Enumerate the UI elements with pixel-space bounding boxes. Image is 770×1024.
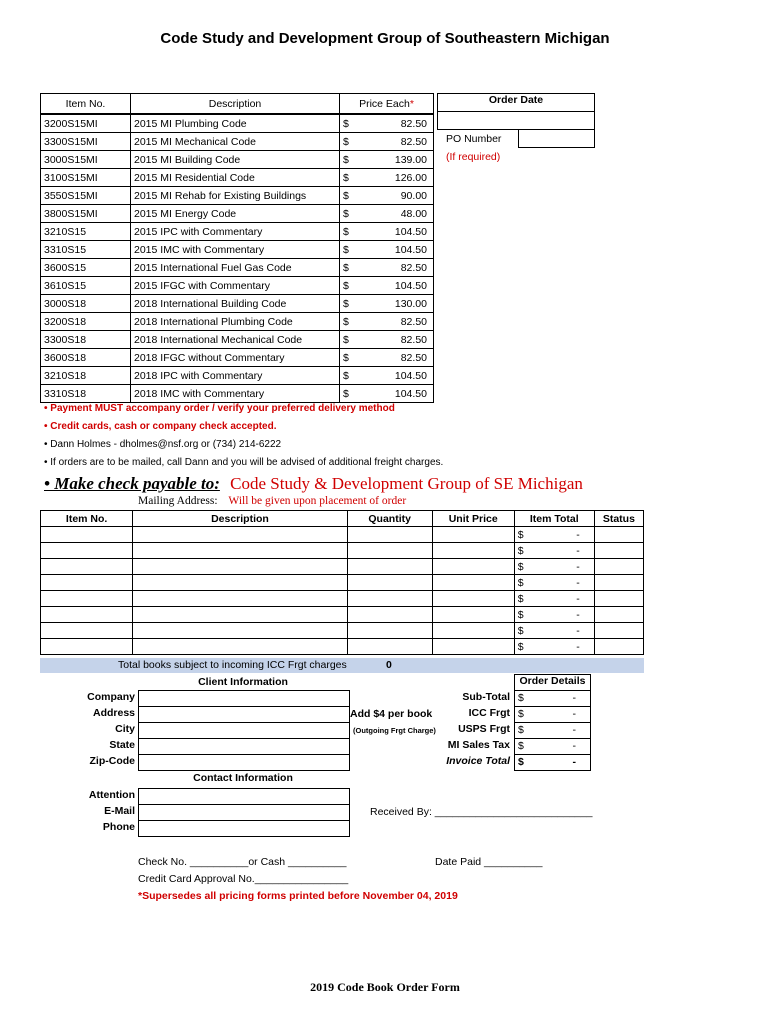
item-description: 2015 MI Rehab for Existing Buildings — [131, 187, 340, 205]
item-price: 104.50 — [368, 367, 434, 385]
order-detail-value: - — [572, 724, 576, 736]
dollar-sign: $ — [517, 576, 524, 589]
check-no-line: Check No. __________or Cash __________ — [138, 856, 347, 868]
bullet-contact: • Dann Holmes - dholmes@nsf.org or (734) 214-6222 — [44, 439, 282, 450]
order-col-description: Description — [133, 511, 347, 527]
order-description-cell[interactable] — [133, 575, 347, 591]
order-unit-price-cell[interactable] — [432, 575, 514, 591]
dollar-sign: $ — [340, 367, 369, 385]
supersedes-note: *Supersedes all pricing forms printed before November 04, 2019 — [138, 890, 458, 902]
mailing-address — [138, 495, 406, 507]
price-row — [41, 151, 434, 169]
client-field-input[interactable] — [138, 722, 350, 739]
price-row — [41, 313, 434, 331]
dollar-sign: $ — [517, 624, 524, 637]
item-no: 3300S15MI — [41, 133, 131, 151]
client-field-input[interactable] — [138, 754, 350, 771]
contact-field-input[interactable] — [138, 820, 350, 837]
order-date-label: Order Date — [488, 94, 544, 106]
mailing-value: Will be given upon placement of order — [228, 495, 407, 507]
item-total-value: - — [576, 608, 580, 621]
item-total-value: - — [576, 640, 580, 653]
client-field-label: State — [109, 739, 135, 751]
order-description-cell[interactable] — [133, 639, 347, 655]
order-status-cell[interactable] — [594, 623, 643, 639]
item-description: 2015 International Fuel Gas Code — [131, 259, 340, 277]
item-description: 2015 MI Plumbing Code — [131, 114, 340, 133]
item-total-value: - — [576, 592, 580, 605]
order-item-total-cell — [514, 591, 594, 607]
order-row — [41, 607, 644, 623]
order-col-unit-price: Unit Price — [432, 511, 514, 527]
dollar-sign: $ — [340, 385, 369, 403]
col-description: Description — [131, 94, 340, 115]
item-no: 3000S18 — [41, 295, 131, 313]
received-by: Received By: ___________________________ — [370, 806, 593, 818]
order-date-box[interactable] — [437, 93, 595, 112]
item-price: 48.00 — [368, 205, 434, 223]
item-price: 104.50 — [368, 223, 434, 241]
dollar-sign: $ — [340, 349, 369, 367]
total-books-bar — [40, 658, 644, 673]
order-description-cell[interactable] — [133, 559, 347, 575]
order-item-total-cell — [514, 543, 594, 559]
order-detail-label: MI Sales Tax — [447, 739, 510, 751]
dollar-sign: $ — [340, 313, 369, 331]
payable-line — [44, 474, 583, 494]
order-row — [41, 639, 644, 655]
contact-field-label: Phone — [102, 821, 135, 833]
price-row — [41, 223, 434, 241]
item-description: 2015 MI Residential Code — [131, 169, 340, 187]
item-price: 104.50 — [368, 277, 434, 295]
order-unit-price-cell[interactable] — [432, 639, 514, 655]
outgoing-frgt: (Outgoing Frgt Charge) — [353, 726, 436, 735]
contact-field-label: E-Mail — [104, 805, 135, 817]
client-field-input[interactable] — [138, 706, 350, 723]
order-col-item-total: Item Total — [514, 511, 594, 527]
order-detail-value-cell — [514, 722, 591, 739]
dollar-sign: $ — [340, 169, 369, 187]
price-row — [41, 241, 434, 259]
item-no: 3550S15MI — [41, 187, 131, 205]
order-detail-label: USPS Frgt — [458, 723, 510, 735]
order-unit-price-cell[interactable] — [432, 527, 514, 543]
order-detail-value-cell — [514, 706, 591, 723]
order-table — [40, 510, 644, 655]
order-quantity-cell[interactable] — [347, 623, 432, 639]
dollar-sign: $ — [340, 223, 369, 241]
order-item-no-cell[interactable] — [41, 591, 133, 607]
price-row — [41, 367, 434, 385]
item-price: 130.00 — [368, 295, 434, 313]
order-details-title: Order Details — [514, 674, 591, 691]
bullet-payment: • Payment MUST accompany order / verify your preferred delivery method — [44, 403, 395, 414]
order-row — [41, 575, 644, 591]
order-item-no-cell[interactable] — [41, 575, 133, 591]
dollar-sign: $ — [340, 205, 369, 223]
item-no: 3300S18 — [41, 331, 131, 349]
item-price: 82.50 — [368, 133, 434, 151]
order-detail-value-cell — [514, 738, 591, 755]
client-field-input[interactable] — [138, 738, 350, 755]
total-books-value: 0 — [386, 659, 392, 671]
order-item-no-cell[interactable] — [41, 543, 133, 559]
dollar-sign: $ — [517, 528, 524, 541]
col-price-each: Price Each* — [340, 94, 434, 115]
dollar-sign: $ — [340, 133, 369, 151]
order-detail-value: - — [572, 708, 576, 720]
order-quantity-cell[interactable] — [347, 591, 432, 607]
order-item-no-cell[interactable] — [41, 623, 133, 639]
item-description: 2018 IPC with Commentary — [131, 367, 340, 385]
client-field-input[interactable] — [138, 690, 350, 707]
order-unit-price-cell[interactable] — [432, 559, 514, 575]
order-description-cell[interactable] — [133, 623, 347, 639]
dollar-sign: $ — [518, 756, 524, 768]
item-description: 2018 International Mechanical Code — [131, 331, 340, 349]
order-quantity-cell[interactable] — [347, 639, 432, 655]
order-detail-label: Sub-Total — [462, 691, 510, 703]
date-paid: Date Paid __________ — [435, 856, 543, 868]
payable-prefix: • Make check payable to: — [44, 474, 220, 493]
order-status-cell[interactable] — [594, 543, 643, 559]
item-description: 2015 IPC with Commentary — [131, 223, 340, 241]
contact-field-input[interactable] — [138, 804, 350, 821]
price-row — [41, 385, 434, 403]
price-row — [41, 295, 434, 313]
order-col-quantity: Quantity — [347, 511, 432, 527]
order-row — [41, 559, 644, 575]
price-row — [41, 205, 434, 223]
price-row — [41, 331, 434, 349]
order-item-total-cell — [514, 623, 594, 639]
item-no: 3600S18 — [41, 349, 131, 367]
order-row — [41, 623, 644, 639]
order-description-cell[interactable] — [133, 607, 347, 623]
order-col-status: Status — [594, 511, 643, 527]
item-description: 2015 MI Mechanical Code — [131, 133, 340, 151]
dollar-sign: $ — [518, 708, 524, 720]
contact-field-label: Attention — [88, 789, 135, 801]
order-quantity-cell[interactable] — [347, 559, 432, 575]
price-row — [41, 259, 434, 277]
order-description-cell[interactable] — [133, 527, 347, 543]
order-quantity-cell[interactable] — [347, 527, 432, 543]
dollar-sign: $ — [517, 640, 524, 653]
item-description: 2018 IMC with Commentary — [131, 385, 340, 403]
item-total-value: - — [576, 528, 580, 541]
item-no: 3200S15MI — [41, 114, 131, 133]
client-field-label: Zip-Code — [89, 755, 135, 767]
price-row — [41, 277, 434, 295]
item-total-value: - — [576, 560, 580, 573]
item-description: 2018 IFGC without Commentary — [131, 349, 340, 367]
order-description-cell[interactable] — [133, 591, 347, 607]
item-no: 3310S15 — [41, 241, 131, 259]
dollar-sign: $ — [340, 295, 369, 313]
item-description: 2015 IMC with Commentary — [131, 241, 340, 259]
client-field-label: Company — [87, 691, 135, 703]
price-row — [41, 169, 434, 187]
order-description-cell[interactable] — [133, 543, 347, 559]
dollar-sign: $ — [518, 724, 524, 736]
item-price: 104.50 — [368, 385, 434, 403]
price-table — [40, 93, 434, 403]
dollar-sign: $ — [517, 544, 524, 557]
item-description: 2018 International Plumbing Code — [131, 313, 340, 331]
dollar-sign: $ — [517, 560, 524, 573]
total-books-label: Total books subject to incoming ICC Frgt charges — [118, 659, 347, 671]
order-item-no-cell[interactable] — [41, 639, 133, 655]
price-row — [41, 114, 434, 133]
item-description: 2015 MI Building Code — [131, 151, 340, 169]
item-price: 82.50 — [368, 114, 434, 133]
dollar-sign: $ — [340, 277, 369, 295]
item-price: 82.50 — [368, 313, 434, 331]
order-quantity-cell[interactable] — [347, 575, 432, 591]
po-number-field[interactable] — [518, 129, 595, 148]
order-item-total-cell — [514, 639, 594, 655]
item-price: 82.50 — [368, 259, 434, 277]
item-price: 126.00 — [368, 169, 434, 187]
client-field-label: City — [115, 723, 135, 735]
if-required-note: (If required) — [446, 151, 501, 163]
order-detail-value: - — [572, 692, 576, 704]
order-row — [41, 543, 644, 559]
order-detail-value-cell — [514, 690, 591, 707]
item-no: 3310S18 — [41, 385, 131, 403]
item-no: 3600S15 — [41, 259, 131, 277]
order-status-cell[interactable] — [594, 527, 643, 543]
order-detail-value: - — [572, 756, 576, 768]
cc-approval: Credit Card Approval No.________________ — [138, 873, 349, 885]
price-row — [41, 187, 434, 205]
order-item-total-cell — [514, 527, 594, 543]
order-detail-label: ICC Frgt — [468, 707, 510, 719]
order-unit-price-cell[interactable] — [432, 623, 514, 639]
order-item-no-cell[interactable] — [41, 607, 133, 623]
item-no: 3610S15 — [41, 277, 131, 295]
item-no: 3210S18 — [41, 367, 131, 385]
contact-field-input[interactable] — [138, 788, 350, 805]
dollar-sign: $ — [518, 740, 524, 752]
dollar-sign: $ — [340, 114, 369, 133]
item-price: 82.50 — [368, 349, 434, 367]
order-row — [41, 591, 644, 607]
item-price: 139.00 — [368, 151, 434, 169]
item-no: 3800S15MI — [41, 205, 131, 223]
order-unit-price-cell[interactable] — [432, 607, 514, 623]
footer-title: 2019 Code Book Order Form — [310, 980, 460, 994]
bullet-credit-cards: • Credit cards, cash or company check accepted. — [44, 421, 277, 432]
price-row — [41, 349, 434, 367]
client-field-label: Address — [92, 707, 135, 719]
order-status-cell[interactable] — [594, 639, 643, 655]
dollar-sign: $ — [340, 241, 369, 259]
dollar-sign: $ — [340, 259, 369, 277]
dollar-sign: $ — [518, 692, 524, 704]
order-row — [41, 527, 644, 543]
client-info-title: Client Information — [198, 676, 288, 688]
item-description: 2018 International Building Code — [131, 295, 340, 313]
order-item-total-cell — [514, 607, 594, 623]
item-description: 2015 IFGC with Commentary — [131, 277, 340, 295]
order-date-field[interactable] — [437, 111, 595, 130]
item-price: 104.50 — [368, 241, 434, 259]
price-row — [41, 133, 434, 151]
order-item-no-cell[interactable] — [41, 559, 133, 575]
order-col-item-no: Item No. — [41, 511, 133, 527]
dollar-sign: $ — [340, 187, 369, 205]
order-status-cell[interactable] — [594, 607, 643, 623]
dollar-sign: $ — [517, 592, 524, 605]
order-detail-label: Invoice Total — [446, 755, 510, 767]
col-item-no: Item No. — [41, 94, 131, 115]
order-status-cell[interactable] — [594, 591, 643, 607]
bullet-mailing: • If orders are to be mailed, call Dann and you will be advised of additional freight charges. — [44, 457, 444, 468]
order-quantity-cell[interactable] — [347, 543, 432, 559]
order-quantity-cell[interactable] — [347, 607, 432, 623]
mailing-label: Mailing Address: — [138, 495, 218, 507]
po-number-label: PO Number — [446, 133, 502, 145]
item-total-value: - — [576, 624, 580, 637]
order-detail-value: - — [572, 740, 576, 752]
order-item-total-cell — [514, 559, 594, 575]
item-price: 90.00 — [368, 187, 434, 205]
item-description: 2015 MI Energy Code — [131, 205, 340, 223]
item-no: 3210S15 — [41, 223, 131, 241]
page-title: Code Study and Development Group of Southeastern Michigan — [160, 30, 610, 47]
order-status-cell[interactable] — [594, 575, 643, 591]
item-total-value: - — [576, 576, 580, 589]
order-item-no-cell[interactable] — [41, 527, 133, 543]
order-detail-value-cell — [514, 754, 591, 771]
item-total-value: - — [576, 544, 580, 557]
payable-name: Code Study & Development Group of SE Michigan — [230, 474, 583, 493]
order-item-total-cell — [514, 575, 594, 591]
dollar-sign: $ — [517, 608, 524, 621]
order-unit-price-cell[interactable] — [432, 591, 514, 607]
dollar-sign: $ — [340, 151, 369, 169]
item-no: 3200S18 — [41, 313, 131, 331]
order-unit-price-cell[interactable] — [432, 543, 514, 559]
dollar-sign: $ — [340, 331, 369, 349]
order-status-cell[interactable] — [594, 559, 643, 575]
item-no: 3000S15MI — [41, 151, 131, 169]
item-price: 82.50 — [368, 331, 434, 349]
contact-info-title: Contact Information — [193, 772, 293, 784]
add-per-book: Add $4 per book — [350, 708, 433, 720]
item-no: 3100S15MI — [41, 169, 131, 187]
